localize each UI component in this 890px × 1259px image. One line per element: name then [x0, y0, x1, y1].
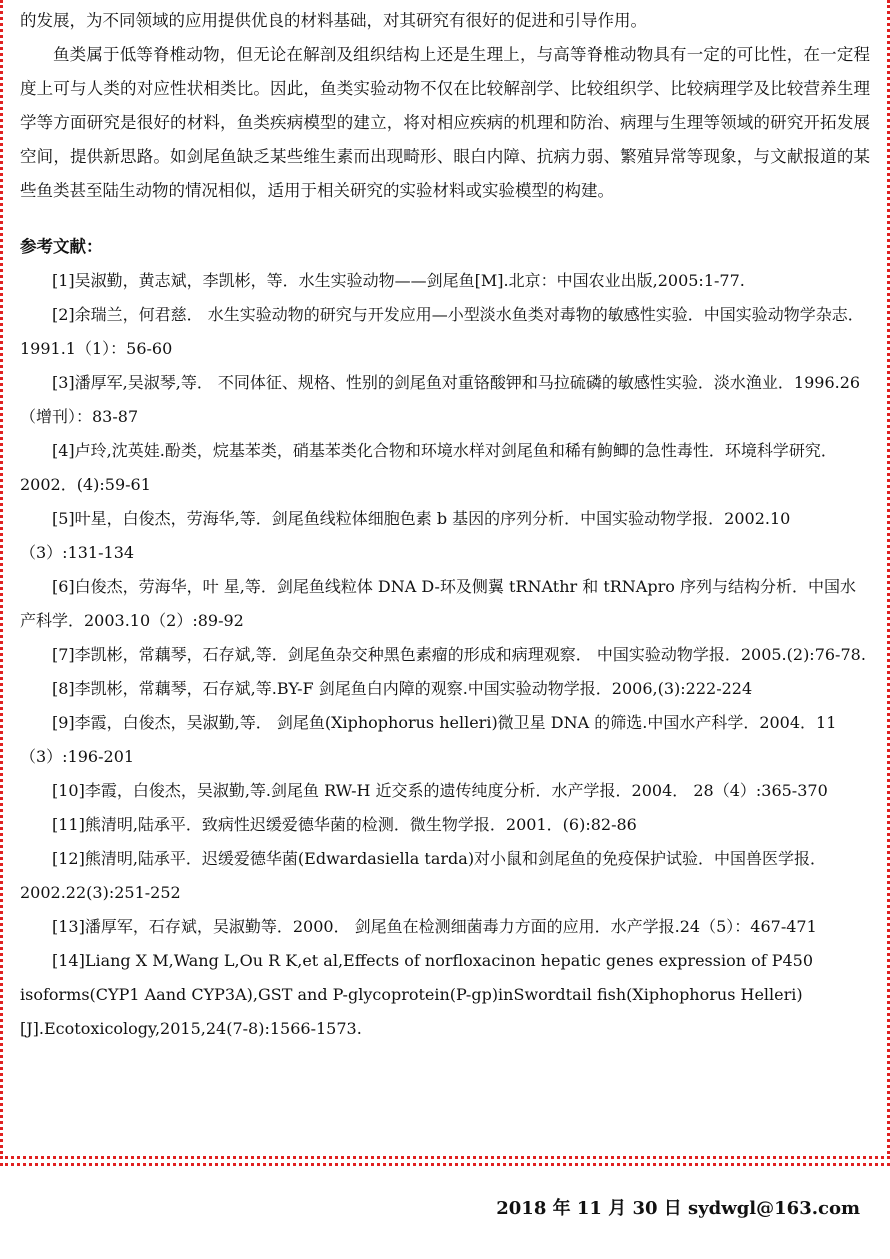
reference-item: [3]潘厚军,吴淑琴,等． 不同体征、规格、性别的剑尾鱼对重铬酸钾和马拉硫磷的敏感性实验．淡水渔业．1996.26（增刊）：83-87 — [20, 373, 861, 426]
reference-item: [6]白俊杰，劳海华，叶 星,等．剑尾鱼线粒体 DNA D-环及侧翼 tRNAthr 和 tRNApro 序列与结构分析．中国水产科学．2003.10（2）:89-92 — [20, 577, 856, 630]
references-heading: 参考文献： — [20, 237, 103, 256]
reference-item: [8]李凯彬，常藕琴，石存斌,等.BY-F 剑尾鱼白内障的观察.中国实验动物学报．2006,(3):222-224 — [52, 679, 753, 698]
reference-item: [5]叶星，白俊杰，劳海华,等．剑尾鱼线粒体细胞色素 b 基因的序列分析．中国实验动物学报．2002.10（3）:131-134 — [20, 509, 791, 562]
reference-item: [12]熊清明,陆承平．迟缓爱德华菌(Edwardasiella tarda)对小鼠和剑尾鱼的免疫保护试验．中国兽医学报．2002.22(3):251-252 — [20, 849, 827, 902]
paragraph-continuation: 的发展，为不同领域的应用提供优良的材料基础，对其研究有很好的促进和引导作用。 — [20, 11, 647, 30]
reference-item: [10]李霞，白俊杰，吴淑勤,等.剑尾鱼 RW-H 近交系的遗传纯度分析．水产学报．2004． 28（4）:365-370 — [52, 781, 828, 800]
reference-item: [13]潘厚军，石存斌，吴淑勤等．2000． 剑尾鱼在检测细菌毒力方面的应用．水产学报.24（5）：467-471 — [52, 917, 817, 936]
reference-item: [2]余瑞兰，何君慈． 水生实验动物的研究与开发应用—小型淡水鱼类对毒物的敏感性实验．中国实验动物学杂志．1991.1（1）：56-60 — [20, 305, 864, 358]
paragraph-fish-models: 鱼类属于低等脊椎动物，但无论在解剖及组织结构上还是生理上，与高等脊椎动物具有一定的可比性，在一定程度上可与人类的对应性状相类比。因此，鱼类实验动物不仅在比较解剖学、比较组织学、比较病理学及比较营养生理学等方面研究是很好的材料，鱼类疾病模型的建立，将对相应疾病的机理和防治、病理与生理等领域的研究开拓发展空间，提供新思路。如剑尾鱼缺乏某些维生素而出现畸形、眼白内障、抗病力弱、繁殖异常等现象，与文献报道的某些鱼类甚至陆生动物的情况相似，适用于相关研究的实验材料或实验模型的构建。 — [20, 45, 870, 200]
reference-item: [4]卢玲,沈英娃.酚类，烷基苯类，硝基苯类化合物和环境水样对剑尾鱼和稀有鮈鲫的急性毒性．环境科学研究．2002．(4):59-61 — [20, 441, 837, 494]
page-border-bottom-second-line — [0, 1163, 890, 1166]
references-list — [20, 264, 870, 1046]
reference-item: [9]李霞，白俊杰，吴淑勤,等． 剑尾鱼(Xiphophorus helleri)微卫星 DNA 的筛选.中国水产科学．2004．11（3）:196-201 — [20, 713, 837, 766]
reference-item: [1]吴淑勤，黄志斌，李凯彬，等．水生实验动物——剑尾鱼[M].北京：中国农业出版,2005:1-77. — [52, 271, 745, 290]
reference-item: [14]Liang X M,Wang L,Ou R K,et al,Effects of norfloxacinon hepatic genes expression of P450 isoforms(CYP1 Aand CYP3A),GST and P-glycoprotein(P-gp)inSwordtail fish(Xiphophorus Helleri)[J].Ecotoxicology,2015,24(7-8):1566-1573. — [20, 951, 814, 1038]
reference-item: [11]熊清明,陆承平．致病性迟缓爱德华菌的检测．微生物学报．2001．(6):82-86 — [52, 815, 637, 834]
document-body — [20, 4, 870, 1046]
footer-date-email: 2018 年 11 月 30 日 sydwgl@163.com — [496, 1198, 860, 1219]
reference-item: [7]李凯彬，常藕琴，石存斌,等．剑尾鱼杂交种黑色素瘤的形成和病理观察． 中国实验动物学报．2005.(2):76-78. — [52, 645, 866, 664]
